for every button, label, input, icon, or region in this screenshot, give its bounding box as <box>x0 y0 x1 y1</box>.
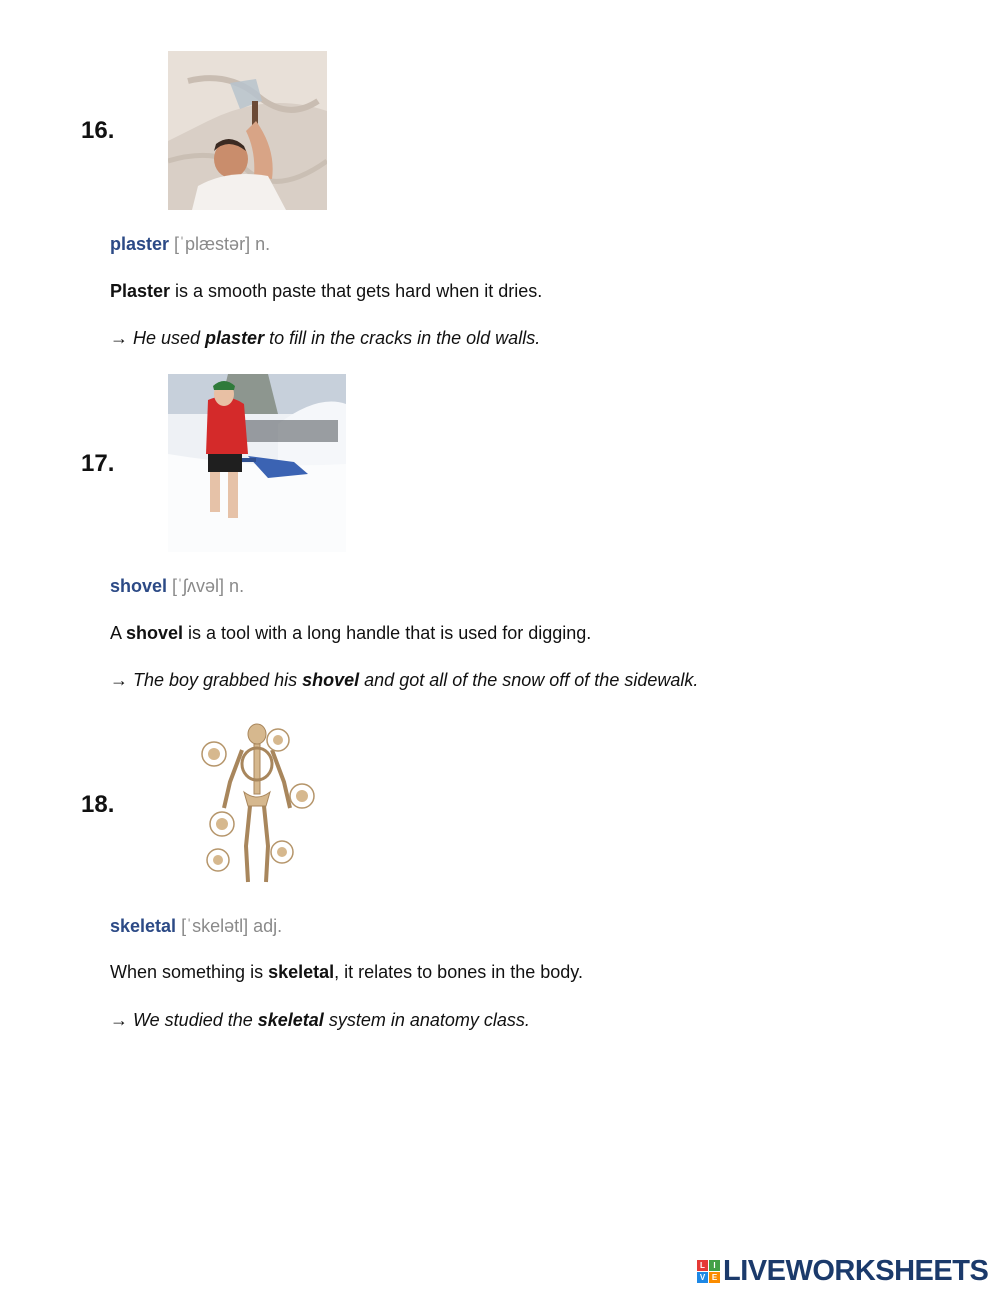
logo-block: V <box>697 1272 708 1283</box>
example-keyword: plaster <box>205 328 265 348</box>
logo-block: I <box>709 1260 720 1271</box>
headword: plaster <box>110 234 170 254</box>
definition-keyword: Plaster <box>110 281 171 301</box>
logo-text: LIVEWORKSHEETS <box>723 1254 989 1287</box>
word-line <box>110 234 270 255</box>
pronunciation: [ˈʃʌvəl] n. <box>172 576 245 596</box>
headword: skeletal <box>110 916 177 936</box>
skeleton-image <box>196 722 320 888</box>
entry-number: 16. <box>81 117 115 144</box>
example-keyword: shovel <box>302 670 360 690</box>
example-sentence: → The boy grabbed his shovel and got all of the snow off of the sidewalk. <box>110 670 699 690</box>
definition-keyword: shovel <box>126 623 184 643</box>
pronunciation: [ˈplæstər] n. <box>174 234 271 254</box>
example-sentence: → He used plaster to fill in the cracks in the old walls. <box>110 328 541 348</box>
pronunciation: [ˈskelətl] adj. <box>181 916 283 936</box>
headword: shovel <box>110 576 168 596</box>
liveworksheets-logo <box>697 1254 988 1288</box>
logo-blocks-icon <box>697 1260 720 1283</box>
entry-number: 18. <box>81 791 115 818</box>
example-keyword: skeletal <box>257 1010 324 1030</box>
word-line <box>110 576 244 597</box>
logo-block: L <box>697 1260 708 1271</box>
shovel-image <box>168 374 346 552</box>
example-sentence: → We studied the skeletal system in anatomy class. <box>110 1010 530 1030</box>
logo-block: E <box>709 1272 720 1283</box>
plaster-image <box>168 51 327 210</box>
definition-keyword: skeletal <box>268 962 335 982</box>
definition: A shovel is a tool with a long handle that is used for digging. <box>110 623 592 643</box>
word-line <box>110 916 282 937</box>
definition: Plaster is a smooth paste that gets hard when it dries. <box>110 281 543 301</box>
entry-number: 17. <box>81 450 115 477</box>
definition: When something is skeletal, it relates to bones in the body. <box>110 962 583 982</box>
